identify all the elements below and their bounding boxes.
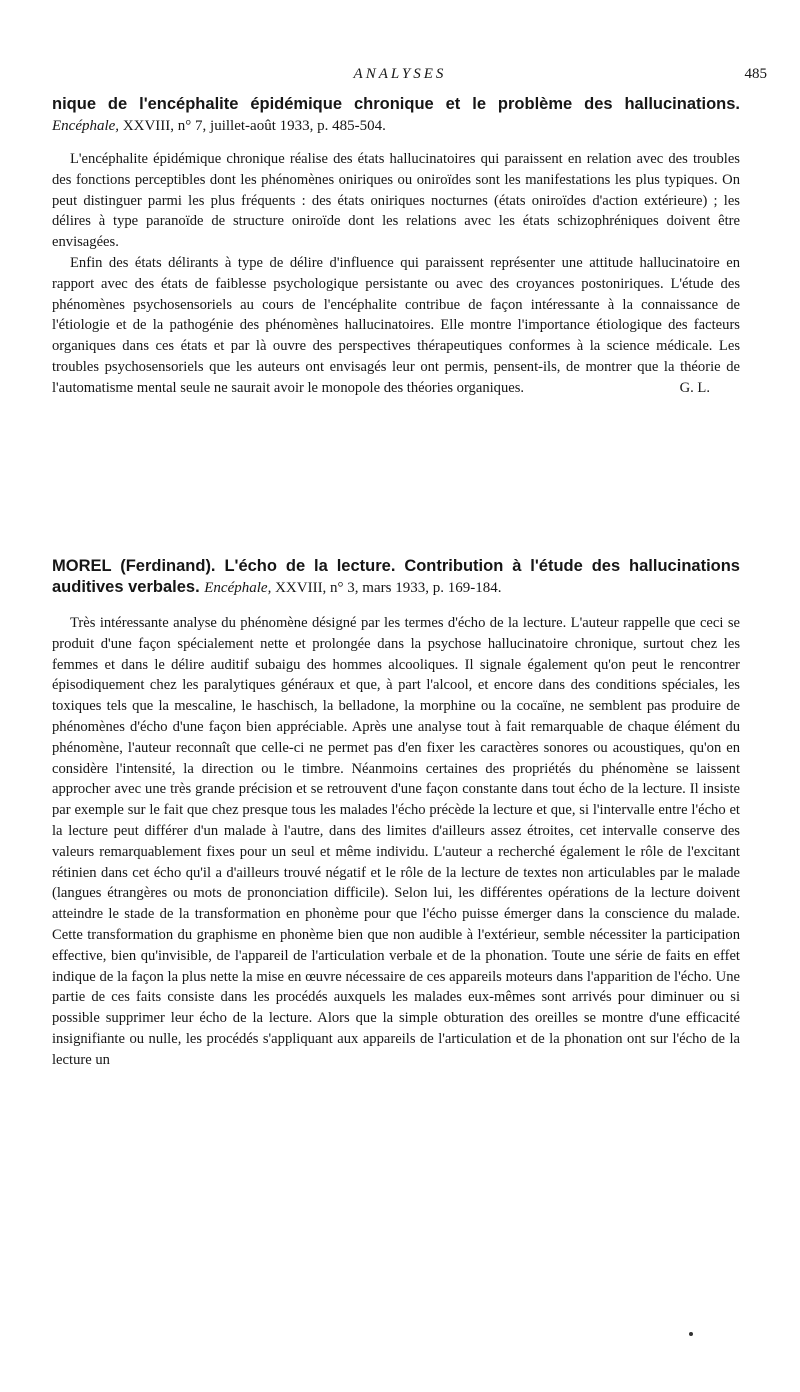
page-number: 485 [744, 66, 767, 82]
article-heading [52, 556, 740, 599]
article-title: L'écho de la lecture. Contribution à l'étude des hallucinations auditives verbales. [52, 557, 740, 596]
article-body [52, 149, 740, 399]
author-name: MOREL (Ferdinand). [52, 557, 216, 575]
running-title: ANALYSES [353, 66, 447, 82]
article-body [52, 613, 740, 1071]
paragraph [52, 253, 740, 399]
running-header [0, 64, 800, 88]
journal-name: Encéphale, [204, 580, 272, 596]
paragraph: Très intéressante analyse du phénomène désigné par les termes d'écho de la lecture. L'auteur rappelle que ceci se produit d'une façon spécialement nette et prolongée dans la psychose hallucinatoire chronique, surtout chez les femmes et dans le délire auditif subaigu des hommes alcooliques. Il signale également qu'on peut le rencontrer épisodiquement chez les paralytiques généraux et que, à part l'alcool, et encore dans des conditions spéciales, les toxiques tels que la mescaline, le haschisch, la belladone, la morphine ou la cocaïne, ne semblent pas produire de phénomènes d'écho d'une façon bien appréciable. Après une analyse tout à fait remarquable de chaque élément du phénomène, l'auteur reconnaît que celle-ci ne permet pas d'en fixer les caractères sonores ou acoustiques, qu'on en considère l'intensité, la direction ou le timbre. Néanmoins certaines des propriétés du phénomène se laissent approcher avec une très grande précision et se retrouvent d'une façon constante dans tout écho de la lecture. Il insiste par exemple sur le fait que chez presque tous les malades l'écho précède la lecture et que, si l'intervalle entre l'écho et la lecture peut différer d'un malade à l'autre, dans des limites d'ailleurs assez étroites, cet intervalle conserve des valeurs remarquablement fixes pour un seul et même individu. L'auteur a recherché également le rôle de l'excitant rétinien dans cet écho qu'il a d'ailleurs trouvé négatif et le rôle de la lecture de textes non articulables par le malade (langues étrangères ou mots de prononciation difficile). Selon lui, les différentes opérations de la lecture doivent atteindre le stade de la transformation en phonème pour que l'écho puisse émerger dans la conscience du malade. Cette transformation du graphisme en phonème bien que non audible à l'extérieur, semble nécessiter la participation effective, bien qu'invisible, de l'appareil de l'articulation verbale et de la phonation. Toute une série de faits en effet indique de la façon la plus nette la mise en œuvre nécessaire de ces appareils moteurs dans l'apparition de l'écho. Une partie de ces faits consiste dans les procédés auxquels les malades eux-mêmes sont arrivés pour diminuer ou si possible supprimer leur écho de la lecture. Alors que la simple obturation des oreilles se montre d'une efficacité insignifiante ou nulle, les procédés s'appliquant aux appareils de l'articulation et de la phonation ont sur l'écho de la lecture un [52, 615, 740, 1068]
article-reference [52, 118, 386, 134]
journal-name: Encéphale, [52, 118, 120, 134]
paragraph-text: Enfin des états délirants à type de délire d'influence qui paraissent représenter une attitude hallucinatoire en rapport avec des états de faiblesse psychologique persistante ou avec des croyances postoniriques. L'étude des phénomènes psychosensoriels au cours de l'encéphalite contribue de façon intéressante à la connaissance de l'étiologie et de la pathogénie des phénomènes hallucinatoires. Elle montre l'importance étiologique des facteurs organiques dans ces états et par là ouvre des perspectives thérapeutiques conformes à la science médicale. Les troubles psychosensoriels que les auteurs ont envisagés leur ont permis, pensent-ils, de montrer que la théorie de l'automatisme mental seule ne saurait avoir le monopole des théories organiques. [52, 254, 740, 396]
page-mark [689, 1332, 693, 1336]
article-reference [204, 580, 501, 596]
article-heading [52, 94, 740, 137]
article-title: nique de l'encéphalite épidémique chronique et le problème des hallucinations. [52, 95, 740, 113]
article-echo-lecture [52, 556, 740, 1071]
paragraph: L'encéphalite épidémique chronique réalise des états hallucinatoires qui paraissent en relation avec des troubles des fonctions perceptibles dont les phénomènes oniriques ou oniroïdes sont les manifestations les plus typiques. On peut distinguer parmi les plus fréquents : des états oniriques nocturnes (états oniroïdes d'action extérieure) ; les délires à type paranoïde de structure oniroïde dont les relations avec les états schizophréniques doivent être envisagées. [52, 151, 740, 251]
citation-details: XXVIII, n° 7, juillet-août 1933, p. 485-504. [119, 118, 386, 134]
citation-details: XXVIII, n° 3, mars 1933, p. 169-184. [271, 580, 502, 596]
reviewer-signature: G. L. [679, 379, 710, 396]
article-encephalite [52, 94, 740, 399]
